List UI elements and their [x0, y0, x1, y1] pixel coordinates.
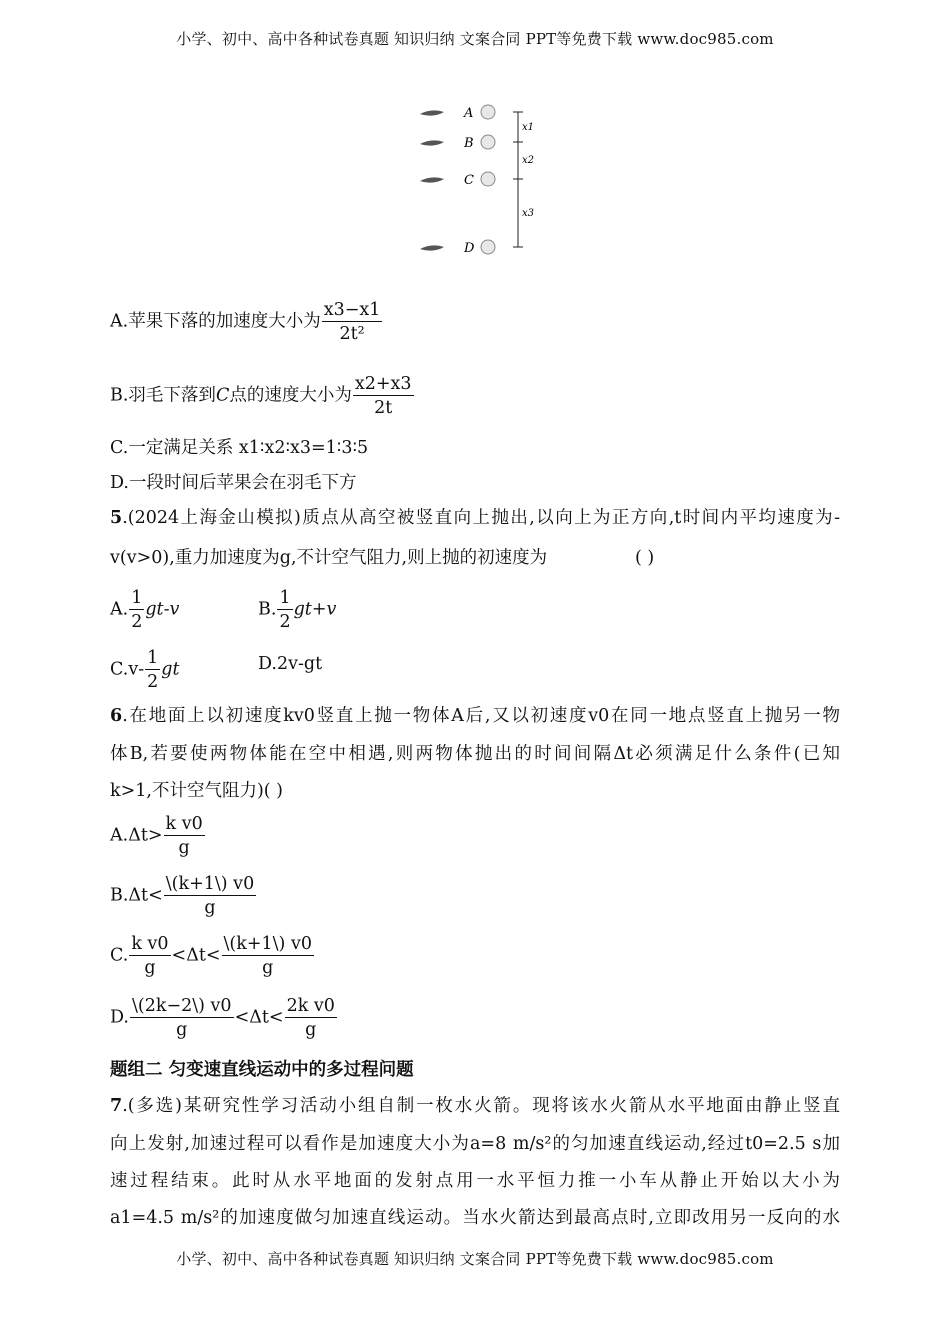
q7-stem-line4: a1=4.5 m/s²的加速度做匀加速直线运动。当水火箭达到最高点时,立即改用另一反向的水: [110, 1208, 840, 1228]
q5-stem-line1: 5.(2024上海金山模拟)质点从高空被竖直向上抛出,以向上为正方向,t时间内平均速度为-: [110, 508, 840, 528]
q6-stem-line1: 6.在地面上以初速度kv0竖直上抛一物体A后,又以初速度v0在同一地点竖直上抛另一物: [110, 706, 840, 726]
label-a: A: [464, 106, 474, 121]
fraction: $\frac{x3-x1}{\text{2t²}}$: [323, 300, 381, 344]
falling-figure: [412, 96, 552, 264]
q4-option-d: D.一段时间后苹果会在羽毛下方: [110, 473, 357, 493]
apple-icon: [481, 105, 495, 254]
fraction: $\frac{x2+x3}{2t}$: [354, 374, 412, 418]
dim-x2: x2: [522, 155, 535, 166]
section-heading: 题组二 匀变速直线运动中的多过程问题: [110, 1060, 414, 1080]
page-header: 小学、初中、高中各种试卷真题 知识归纳 文案合同 PPT等免费下载 www.doc985.com: [176, 30, 774, 48]
q5-stem-line2: v(v>0),重力加速度为g,不计空气阻力,则上抛的初速度为 ( ): [110, 548, 655, 568]
q6-stem-line2: 体B,若要使两物体能在空中相遇,则两物体抛出的时间间隔Δt必须满足什么条件(已知: [110, 744, 840, 764]
feather-icon: [420, 110, 444, 250]
q7-stem-line2: 向上发射,加速过程可以看作是加速度大小为a=8 m/s²的匀加速直线运动,经过t0=2.5 s加: [110, 1134, 840, 1154]
dim-x1: x1: [522, 122, 535, 133]
q4-option-b: B.羽毛下落到C点的速度大小为 $\frac{x2+x3}{2t}$: [110, 374, 412, 418]
q7-stem-line1: 7.(多选)某研究性学习活动小组自制一枚水火箭。现将该水火箭从水平地面由静止竖直: [110, 1096, 840, 1116]
q6-option-a: A.Δt> $\frac{\text{k v0}}{g}$: [110, 814, 203, 858]
q5-option-d: D.2v-gt: [258, 654, 323, 674]
q4-option-c: C.一定满足关系 x1∶x2∶x3=1∶3∶5: [110, 438, 369, 458]
q5-option-b: B. $\frac{1}{2}$ gt+v: [258, 588, 337, 632]
label-d: D: [464, 241, 475, 256]
dim-x3: x3: [522, 208, 535, 219]
q7-stem-line3: 速过程结束。此时从水平地面的发射点用一水平恒力推一小车从静止开始以大小为: [110, 1171, 840, 1191]
label-c: C: [464, 173, 474, 188]
q6-option-d: D. $\frac{\backslash(2k-2\backslash) v0}{g}$ <Δt< $\frac{\text{2k v0}}{g}$: [110, 996, 335, 1040]
q6-option-b: B.Δt< $\frac{\backslash(k+1\backslash) v0}{g}$: [110, 874, 255, 918]
page-footer: 小学、初中、高中各种试卷真题 知识归纳 文案合同 PPT等免费下载 www.doc985.com: [176, 1250, 774, 1268]
q5-option-c: C.v- $\frac{1}{2}$ gt: [110, 648, 180, 692]
label-b: B: [464, 136, 474, 151]
q6-stem-line3: k>1,不计空气阻力)( ): [110, 781, 284, 801]
q4-option-a: A.苹果下落的加速度大小为 $\frac{x3-x1}{\text{2t²}}$: [110, 300, 381, 344]
q5-option-a: A. $\frac{1}{2}$ gt-v: [110, 588, 180, 632]
q6-option-c: C. $\frac{\text{k v0}}{g}$ <Δt< $\frac{\backslash(k+1\backslash) v0}{g}$: [110, 934, 312, 978]
